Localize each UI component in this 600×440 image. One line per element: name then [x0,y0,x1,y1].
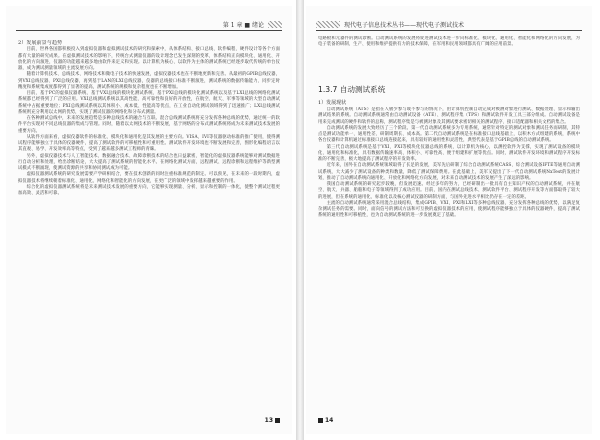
subsection-heading: 1）发展现状 [318,100,347,106]
paragraph: 我国自动测试系统的研究起步较晚，但发展迅速。经过多年的努力，已经研制出一批具有自主知识产权的自动测试系统，并在航空、航天、兵器、船舶和电子等领域得到了成功应用。目前，国内在测试总线技术、测试软件平台、测试程序开发等方面都取得了较大的进展，但在系统的通用化、标准化以及核心测试仪器的研制方面，与国外先进水平相比仍存在一定的差距。 [318,182,580,200]
page-number [318,417,333,424]
header-rule [16,30,282,31]
header-ornament-icon [268,21,282,28]
paragraph: 从软件方面来看，虚拟仪器软件的标准化、模块化和通用化是其发展的主要方向。VISA、IVI等仪器驱动标准的推广使用，使得测试程序能够独立于具体的仪器硬件，提高了测试软件的可移植性和可重用性。测试软件开发环境也不断发展和完善，图形化编程语言以其直观、易学、开发效率高等特点，受到了越来越多测试工程师的青睐。 [18,134,280,153]
paragraph: 目前，基于PC的虚拟仪器系统、基于VXI总线的模块化测试系统、基于PXI总线的模块化测试系统以及基于LXI总线的网络化测试系统都已经得到了广泛的应用。VXI总线测试系统以其高性能、高可靠性和良好的开放性，在航空、航天、军事等领域的大型自动测试系统中占据重要地位；PXI总线测试系统以其体积小、成本低、性能高等优点，在工业自动化测试领域得到了迅速推广；LXI总线测试系统则充分利用以太网的优势，实现了测试仪器的网络化和分布式测量。 [18,91,280,115]
right-page-intro [318,36,580,80]
right-page-header [316,20,582,32]
book-gutter [296,0,304,440]
series-header-text: 现代电子信息技术丛书——现代电子测试技术 [344,22,465,29]
paragraph: 电路板和元器件的测试诊断。自动测试系统的发展将促进测试技术进一步向标准化、模块化、通用化、智能化和网络化的方向发展，为电子装备的研制、生产、使用和维护提供有力的技术保障，在军用和民用领域都具有广阔的应用前景。 [318,36,580,48]
right-page-body [318,107,580,419]
left-page-body [18,40,280,412]
paragraph: 自动测试系统（ATS）是指在人极少参与或不参与的情况下，由计算机控制自动完成对被测对象进行测试、数据处理、显示和输出测试结果的系统。自动测试系统通常由自动测试设备（ATE）、测试程序集（TPS）和测试软件开发工具三部分组成。自动测试设备是用来完成测试的硬件和软件的总称，测试程序集是与被测对象及其测试要求密切相关的测试程序、接口适配器和相关文档的集合。 [318,107,580,125]
paragraph: 虚拟仪器测试系统的研究发展需要产学研相结合，要在技术创新的同时注重标准规范的制定。可以预见，在未来的一段时期内，虚拟仪器技术将继续朝着标准化、通用化、网络化和智能化的方向发展，在更广泛的领域中发挥越来越重要的作用。 [18,172,280,184]
paragraph: 综合化的虚拟仪器测试系统将是未来测试技术发展的重要方向，它能够实现测量、分析、显示和控制的一体化，使整个测试过程更加高效、灵活和可靠。 [18,184,280,196]
chapter-header-text: 第 1 章 ■ 绪论 [222,22,264,29]
page-number-text: 13 [264,417,273,424]
page-number [265,417,280,424]
paragraph: 目前，世界各国都积极投入到虚拟仪器和虚拟测试技术的研究和探索中，从体系结构、接口总线、软件编程、硬件设计等各个方面都有大量的研究成果。在虚拟测试技术的影响下，传统台式测量仪器的设计理念已发生深刻的变革，体系结构正向模块化、通用化、开放化的方向演进，仪器的功能越来越多地由软件来定义和实现。以计算机为核心、以软件为主体的测试系统已经逐步取代传统的单台仪器，成为测试测量领域的主流发展方向。 [18,47,280,71]
paragraph: 随着计算机技术、总线技术、网络技术和微电子技术的快速发展，虚拟仪器技术也在不断地更新和完善。从最初的GPIB总线仪器，到VXI总线仪器、PXI总线仪器，再到基于LAN的LXI总线仪器，仪器的总线接口标准不断演进，测试系统的数据传输能力、同步定时精度和系统集成度都得到了显著的提高，测试系统的规模和复杂程度也在不断增加。 [18,72,280,90]
paragraph: 自动测试系统的发展大致经历了三个阶段。第一代自动测试系统多为专用系统，通常针对特定的测试对象和测试任务而研制，其特点是测试功能单一、通用性差、研制周期长、成本高。第二代自动测试系统是在标准接口总线基础上，以积木方式组建的系统，系统中各台仪器和计算机通过标准接口总线连接起来，具有较好的通用性和灵活性，典型代表是基于GPIB总线的自动测试系统。 [318,125,580,144]
paragraph: 另外，虚拟仪器技术与人工智能技术、数据融合技术、故障诊断技术的结合也日益紧密，智能化的虚拟仪器系统能够对测试数据进行自动分析和处理，给出诊断结论，大大提高了测试系统的智能化水平。在网络化测试方面，远程测试、远程诊断和远程维护等新型测试模式不断涌现，使测试资源的共享和协同测试成为可能。 [18,153,280,171]
right-page [306,6,592,434]
header-rule [316,30,582,31]
page-number-text: 14 [325,417,334,424]
page-number-marker-icon [318,418,323,423]
header-ornament-icon [316,21,340,28]
paragraph: 近年来，国外在自动测试系统领域取得了长足的发展，美军先后研制了综合自动测试系统CASS、综合测试设备IFTE等通用自动测试系统，大大减少了测试设备的种类和数量，降低了测试保障费用。在此基础上，美军又提出了下一代自动测试系统NxTest的发展计划，推动了自动测试系统向通用化、开放化和网络化方向发展，对未来自动测试技术的发展产生了深远的影响。 [318,163,580,181]
sub-heading: 2）发展前景与趋势 [18,40,63,46]
left-page [6,6,292,434]
paragraph: 第三代自动测试系统是基于VXI、PXI等模块化仪器总线的系统，以计算机为核心，以测控软件为支撑，实现了测试设备的模块化、通用化和标准化，具有数据传输速率高、体积小、可靠性高、便于组建和扩展等优点。同时，测试软件开发环境和测试程序开发标准的不断完善，极大地提高了测试程序的开发效率。 [318,144,580,162]
paragraph: 在各种测试总线中，未来的发展趋势是多种总线技术的融合与互联。混合总线测试系统将充分发挥各种总线的优势，通过统一的软件平台实现对不同总线仪器的集成与管理。同时，随着以太网技术的不断发展，基于网络的分布式测试系统将成为未来测试技术发展的重要方向。 [18,116,280,134]
paragraph: 主流的自动测试系统通常采用混合总线结构，集成GPIB、VXI、PXI和LXI等多种总线仪器，充分发挥各种总线的优势，以满足复杂测试任务的需要。同时，面向信号的测试方法和可互换的虚拟仪器技术的应用，使测试程序能够独立于具体的仪器硬件，提高了测试系统的通用性和可移植性，也为自动测试系统的进一步发展奠定了基础。 [318,200,580,219]
section-heading: 1.3.7 自动测试系统 [318,85,386,94]
page-number-marker-icon [275,418,280,423]
left-page-header [16,20,282,32]
